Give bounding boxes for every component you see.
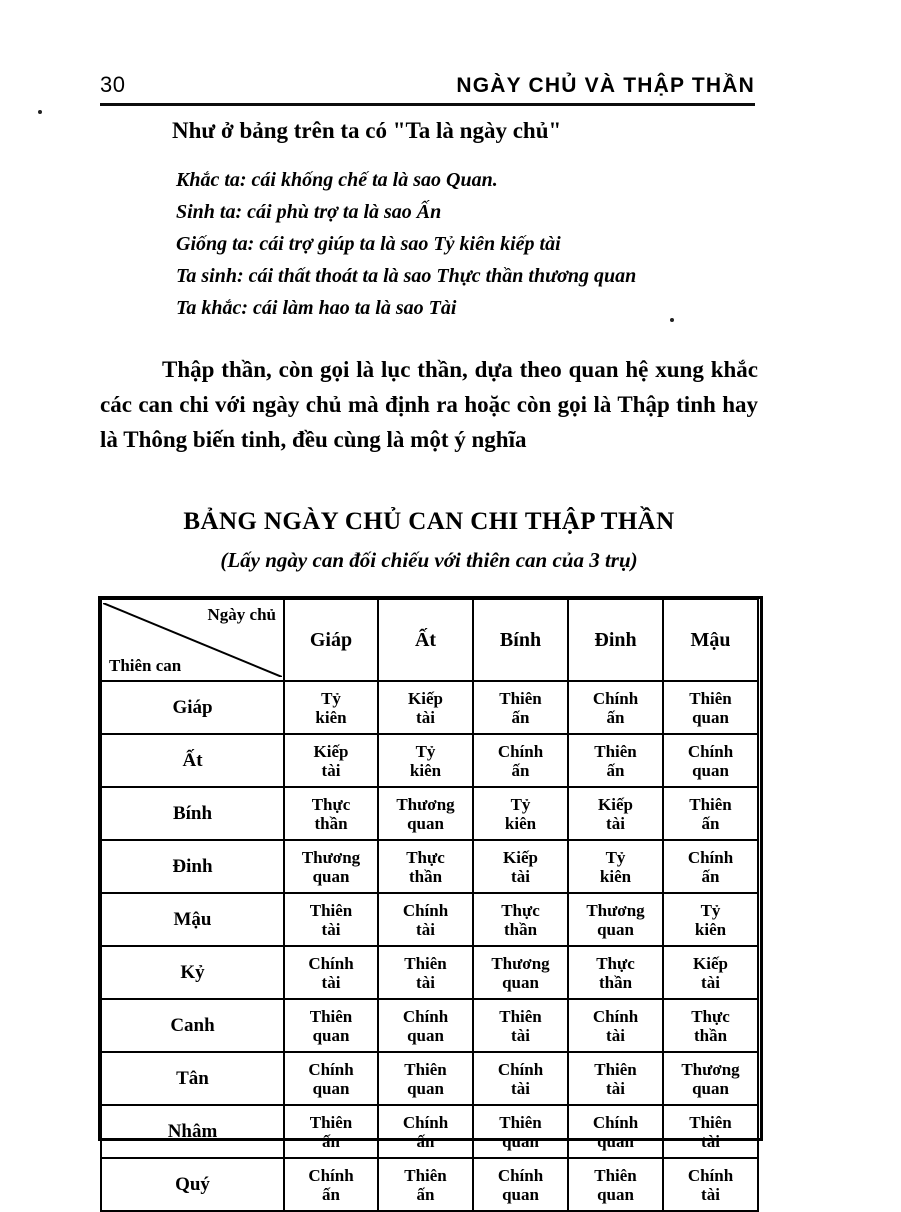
table-cell <box>378 1105 473 1158</box>
table-cell <box>378 1052 473 1105</box>
cell-line-2: tài <box>511 1025 530 1045</box>
cell-line-2: quan <box>502 1131 539 1151</box>
cell-line-2: ấn <box>416 1184 435 1204</box>
cell-line-2: thần <box>598 972 633 992</box>
cell-line-1: Thiên <box>309 1112 353 1132</box>
cell-line-2: tài <box>606 813 625 833</box>
cell-line-2: quan <box>692 707 729 727</box>
cell-line-2: quan <box>407 1025 444 1045</box>
row-header: Đinh <box>101 840 284 893</box>
column-header: Đinh <box>568 599 663 681</box>
cell-line-1: Thương <box>301 847 361 867</box>
row-header: Nhâm <box>101 1105 284 1158</box>
cell-line-1: Chính <box>687 847 734 867</box>
definition-line: Ta sinh: cái thất thoát ta là sao Thực thần thương quan <box>176 265 637 287</box>
table-cell <box>663 1052 758 1105</box>
table-cell <box>378 893 473 946</box>
cell-line-2: kiên <box>409 760 442 780</box>
cell-line-1: Thương <box>396 794 455 814</box>
cell-line-1: Kiếp <box>313 741 349 761</box>
thap-than-table <box>100 598 759 1212</box>
cell-line-2: tài <box>511 1078 530 1098</box>
corner-label-heavenly-stem: Thiên can <box>109 656 182 675</box>
table-cell <box>473 1158 568 1211</box>
cell-line-1: Chính <box>308 953 354 973</box>
cell-line-2: quan <box>597 1184 634 1204</box>
cell-line-1: Thương <box>491 953 550 973</box>
cell-line-2: quan <box>312 1025 350 1045</box>
table-cell <box>378 787 473 840</box>
row-header: Ất <box>101 734 284 787</box>
cell-line-2: tài <box>606 1078 625 1098</box>
table-cell <box>284 681 378 734</box>
cell-line-1: Chính <box>497 741 544 761</box>
cell-line-1: Chính <box>402 900 449 920</box>
cell-line-1: Tỷ <box>700 900 721 920</box>
cell-line-2: ấn <box>322 1184 340 1204</box>
cell-line-1: Thực <box>501 900 540 920</box>
cell-line-2: tài <box>606 1025 625 1045</box>
table-cell <box>284 734 378 787</box>
table-cell <box>473 734 568 787</box>
scan-speck <box>670 318 674 322</box>
table-cell <box>473 946 568 999</box>
cell-line-2: thần <box>503 919 538 939</box>
cell-line-2: kiên <box>599 866 632 886</box>
table-cell <box>378 1158 473 1211</box>
cell-line-2: ấn <box>511 707 530 727</box>
cell-line-1: Kiếp <box>693 953 728 973</box>
cell-line-1: Thiên <box>594 1059 637 1079</box>
running-title: NGÀY CHỦ VÀ THẬP THẦN <box>456 74 755 97</box>
table-subtitle: (Lấy ngày can đối chiếu với thiên can của 3 trụ) <box>220 548 638 572</box>
cell-line-1: Chính <box>308 1059 354 1079</box>
row-header: Giáp <box>101 681 284 734</box>
cell-line-2: quan <box>692 1078 729 1098</box>
cell-line-2: quan <box>502 972 539 992</box>
table-cell <box>568 1105 663 1158</box>
table-cell <box>284 840 378 893</box>
cell-line-1: Thiên <box>594 1165 637 1185</box>
row-header: Tân <box>101 1052 284 1105</box>
cell-line-1: Kiếp <box>408 688 443 708</box>
column-header: Ất <box>378 599 473 681</box>
cell-line-1: Thực <box>311 794 351 814</box>
table-cell <box>284 1105 378 1158</box>
cell-line-2: ấn <box>606 707 625 727</box>
lead-line: Như ở bảng trên ta có "Ta là ngày chủ" <box>172 118 562 143</box>
cell-line-2: tài <box>416 919 435 939</box>
cell-line-2: tài <box>511 866 530 886</box>
column-header: Mậu <box>663 599 758 681</box>
cell-line-1: Chính <box>592 1112 639 1132</box>
cell-line-1: Chính <box>402 1112 449 1132</box>
table-cell <box>663 787 758 840</box>
cell-line-2: tài <box>321 972 341 992</box>
row-header: Kỷ <box>101 946 284 999</box>
table-cell <box>284 893 378 946</box>
cell-line-1: Thực <box>406 847 445 867</box>
cell-line-1: Thiên <box>689 794 732 814</box>
corner-label-day-master: Ngày chủ <box>207 605 276 624</box>
table-cell <box>568 681 663 734</box>
cell-line-2: quan <box>692 760 729 780</box>
table-cell <box>663 1105 758 1158</box>
table-cell <box>663 1158 758 1211</box>
cell-line-2: thần <box>314 813 348 833</box>
running-head <box>100 72 755 98</box>
table-cell <box>663 946 758 999</box>
cell-line-1: Chính <box>592 1006 639 1026</box>
cell-line-1: Tỷ <box>510 794 531 814</box>
table-row <box>101 1105 758 1158</box>
table-row <box>101 1052 758 1105</box>
table-row <box>101 681 758 734</box>
cell-line-2: kiên <box>315 707 347 727</box>
table-cell <box>378 999 473 1052</box>
cell-line-1: Chính <box>497 1059 544 1079</box>
table-row <box>101 946 758 999</box>
row-header: Mậu <box>101 893 284 946</box>
table-cell <box>284 1052 378 1105</box>
table-row <box>101 734 758 787</box>
scan-speck <box>38 110 42 114</box>
cell-line-1: Kiếp <box>598 794 633 814</box>
header-rule <box>100 103 755 106</box>
table-row <box>101 999 758 1052</box>
table-cell <box>568 1052 663 1105</box>
cell-line-2: tài <box>416 707 435 727</box>
table-cell <box>378 946 473 999</box>
definition-line: Giống ta: cái trợ giúp ta là sao Tỷ kiên kiếp tài <box>176 233 561 255</box>
table-cell <box>663 734 758 787</box>
cell-line-1: Thiên <box>309 900 353 920</box>
definition-line: Sinh ta: cái phù trợ ta là sao Ấn <box>176 201 442 223</box>
cell-line-1: Thiên <box>689 688 732 708</box>
table-cell <box>473 1052 568 1105</box>
cell-line-2: ấn <box>511 760 530 780</box>
thap-than-table-wrapper <box>100 598 757 1212</box>
table-cell <box>284 946 378 999</box>
cell-line-2: thần <box>693 1025 728 1045</box>
cell-line-1: Chính <box>308 1165 354 1185</box>
cell-line-1: Chính <box>687 1165 734 1185</box>
cell-line-1: Thiên <box>309 1006 353 1026</box>
cell-line-2: quan <box>502 1184 539 1204</box>
cell-line-2: quan <box>407 813 444 833</box>
table-row <box>101 840 758 893</box>
row-header: Bính <box>101 787 284 840</box>
cell-line-2: kiên <box>694 919 727 939</box>
table-cell <box>378 681 473 734</box>
cell-line-2: tài <box>321 760 341 780</box>
table-cell <box>473 681 568 734</box>
table-cell <box>473 893 568 946</box>
cell-line-2: ấn <box>606 760 625 780</box>
table-cell <box>473 999 568 1052</box>
table-cell <box>663 840 758 893</box>
cell-line-2: ấn <box>322 1131 340 1151</box>
cell-line-1: Thiên <box>499 1112 542 1132</box>
cell-line-2: thần <box>408 866 443 886</box>
body-paragraph: Thập thần, còn gọi là lục thần, dựa theo quan hệ xung khắc các can chi với ngày chủ mà định ra hoặc còn gọi là Thập tinh hay là Thông biến tinh, đều cùng là một ý nghĩa <box>100 357 758 452</box>
table-row <box>101 893 758 946</box>
table-cell <box>663 681 758 734</box>
table-cell <box>473 840 568 893</box>
cell-line-1: Thực <box>596 953 635 973</box>
cell-line-1: Chính <box>687 741 734 761</box>
table-cell <box>568 1158 663 1211</box>
corner-cell <box>101 599 284 681</box>
page-number: 30 <box>100 72 126 97</box>
cell-line-2: tài <box>321 919 341 939</box>
table-cell <box>378 840 473 893</box>
cell-line-1: Tỷ <box>321 688 341 708</box>
table-cell <box>663 999 758 1052</box>
row-header: Canh <box>101 999 284 1052</box>
cell-line-2: ấn <box>701 813 720 833</box>
table-header-row <box>101 599 758 681</box>
cell-line-2: quan <box>407 1078 444 1098</box>
column-header: Bính <box>473 599 568 681</box>
cell-line-2: ấn <box>701 866 720 886</box>
cell-line-2: quan <box>597 919 634 939</box>
table-cell <box>568 893 663 946</box>
cell-line-1: Thiên <box>404 1165 447 1185</box>
cell-line-1: Chính <box>497 1165 544 1185</box>
definition-line: Khắc ta: cái khống chế ta là sao Quan. <box>176 169 498 191</box>
table-cell <box>568 946 663 999</box>
cell-line-1: Thiên <box>594 741 637 761</box>
table-cell <box>568 787 663 840</box>
cell-line-2: tài <box>701 1131 720 1151</box>
cell-line-1: Thiên <box>499 1006 542 1026</box>
table-cell <box>473 787 568 840</box>
cell-line-2: quan <box>312 1078 350 1098</box>
table-cell <box>284 787 378 840</box>
cell-line-1: Thương <box>681 1059 740 1079</box>
cell-line-2: ấn <box>416 1131 435 1151</box>
cell-line-2: tài <box>701 1184 720 1204</box>
cell-line-1: Thiên <box>689 1112 732 1132</box>
table-cell <box>378 734 473 787</box>
table-row <box>101 1158 758 1211</box>
definition-line: Ta khắc: cái làm hao ta là sao Tài <box>176 297 457 319</box>
cell-line-1: Thực <box>691 1006 730 1026</box>
cell-line-2: tài <box>701 972 720 992</box>
table-cell <box>568 840 663 893</box>
table-cell <box>284 999 378 1052</box>
table-cell <box>663 893 758 946</box>
cell-line-2: kiên <box>504 813 537 833</box>
cell-line-2: quan <box>597 1131 634 1151</box>
row-header: Quý <box>101 1158 284 1211</box>
cell-line-1: Thiên <box>499 688 542 708</box>
cell-line-1: Tỷ <box>605 847 626 867</box>
cell-line-2: tài <box>416 972 435 992</box>
cell-line-1: Chính <box>402 1006 449 1026</box>
table-row <box>101 787 758 840</box>
cell-line-1: Thiên <box>404 1059 447 1079</box>
table-title: BẢNG NGÀY CHỦ CAN CHI THẬP THẦN <box>183 508 675 535</box>
definition-list <box>176 164 796 324</box>
cell-line-1: Kiếp <box>503 847 538 867</box>
cell-line-1: Thương <box>586 900 645 920</box>
table-cell <box>568 999 663 1052</box>
table-cell <box>473 1105 568 1158</box>
cell-line-2: quan <box>312 866 350 886</box>
cell-line-1: Chính <box>592 688 639 708</box>
table-cell <box>284 1158 378 1211</box>
cell-line-1: Thiên <box>404 953 447 973</box>
column-header: Giáp <box>284 599 378 681</box>
cell-line-1: Tỷ <box>415 741 436 761</box>
table-cell <box>568 734 663 787</box>
